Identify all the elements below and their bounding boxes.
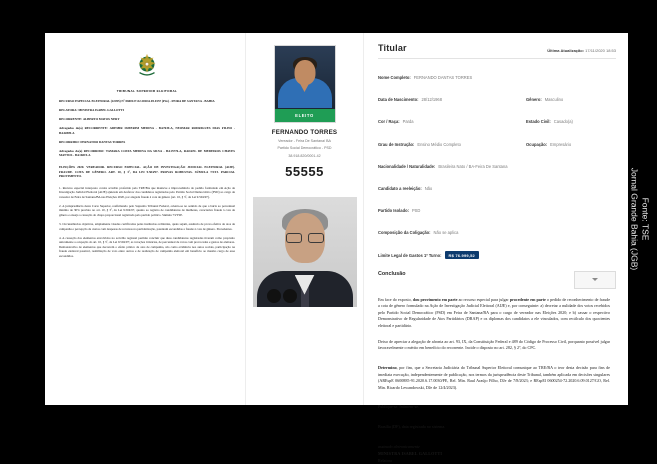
field-label: Nome Completo:	[378, 75, 411, 80]
field-value: Empresário	[550, 142, 571, 147]
document-paragraph: 1. Recurso especial interposto contra acórdão proferido pelo TRE/BA que manteve a improcedência do pedido formulado em Ação de Investigação Judicial Eleitoral (AIJE) ajuizada em desfavor dos candidatos registrados pelo Partido Social Democrático (PSD) ao cargo de vereador de Feira de Santana/BA nas Eleições 2020, por alegada fraude à cota de gênero (art. 10, § 3º, da Lei 9.504/97).	[59, 186, 235, 200]
titular-panel	[363, 33, 628, 405]
conc-p3-a: Determino	[378, 365, 397, 370]
candidate-photo	[274, 45, 336, 123]
conclusion-section-header	[378, 271, 616, 289]
microphone-icon	[283, 289, 297, 303]
collapse-toggle-button[interactable]	[574, 271, 616, 289]
field-cell	[378, 66, 526, 84]
field-row	[378, 155, 616, 173]
field-label: Estado Civil:	[526, 119, 551, 124]
field-cell	[526, 88, 616, 106]
document-paragraph: 2. A jurisprudência desta Corte Superior, reafirmando pelo Supremo Tribunal Federal, orienta-se no sentido de que a burla ao percentual mínimo de 30% previsto no art. 10, § 3º, da Lei 9.504/97, quanto ao registro de candidaturas de mulheres, caracteriza fraude à cota de gênero e enseja a cassação do chapa proporcional registrada pelo partido político. Súmula 73/TSE.	[59, 204, 235, 218]
candidate-number: 55555	[254, 164, 355, 179]
photo2-glasses	[286, 233, 324, 241]
document-rapporteur: RELATORA: MINISTRA ISABEL GALLOTTI	[59, 108, 235, 113]
field-label: Ocupação:	[526, 142, 547, 147]
field-row	[378, 88, 616, 106]
document-court-header: TRIBUNAL SUPERIOR ELEITORAL	[59, 89, 235, 93]
panel-title: Titular	[378, 43, 407, 53]
document-paragraph: 3. Circunstâncias objetivas, amplamente visadas certificadas pelas instâncias ordinárias, quais sejam, ausência de prova efetiva de atos de campanha e percepção de custos com despesas de recursos na partidarização, patentam escondidas a fraude à cota de gênero. Precedentes.	[59, 222, 235, 231]
candidate-cnpj: 38.918.820/0001-42	[254, 154, 355, 159]
field-value: FERNANDO DANTAS TORRES	[414, 75, 472, 80]
field-label: Data de Nascimento:	[378, 97, 419, 102]
field-row	[378, 66, 616, 84]
field-value: Não se aplica	[434, 230, 459, 235]
field-label: Cor / Raça:	[378, 119, 400, 124]
publish-line: Publique-se. Intimem-se.	[378, 404, 610, 411]
signature-block	[378, 444, 610, 464]
field-value: Ensino Médio Completo	[417, 142, 460, 147]
chevron-down-icon	[592, 278, 598, 281]
document-appellant-lawyers: Advogados do(a) RECORRENTE: ADEMIR ISMERIM MEDINA - BA7639-A, NEOMAR RODRIGUES DIAS FILHO - BA42809-A	[59, 126, 235, 135]
field-row	[378, 133, 616, 151]
legal-document-column	[45, 33, 245, 405]
spend-limit-badge: R$ 76.999,52	[445, 251, 479, 259]
field-cell	[378, 110, 526, 128]
last-update-label: Última Atualização:	[547, 48, 584, 53]
field-cell	[378, 244, 616, 262]
document-appellee-lawyers: Advogados do(a) RECORRIDO: TAMARA COSTA MEDINA DA SILVA - BA15776-A, RAFAEL DE MEDEIROS CHAVES MATTOS - BA16019-A	[59, 149, 235, 158]
document-ementa-heading: ELEIÇÕES 2020. VEREADOR. RECURSO ESPECIAL. AÇÃO DE INVESTIGAÇÃO JUDICIAL ELEITORAL (AIJE). FRAUDE. COTA DE GÊNERO. ART. 10, § 3º, DA LEI 9.504/97. PROVAS ROBUSTAS. SÚMULA 7/STJ. PARCIAL PROVIMENTO.	[59, 165, 235, 179]
photo-head	[294, 60, 315, 85]
field-cell	[526, 133, 616, 151]
field-value: Casado(a)	[554, 119, 573, 124]
conclusion-paragraph-1	[378, 297, 610, 330]
spend-limit-row	[378, 244, 616, 262]
glasses-right-lens	[308, 233, 324, 243]
field-value: Parda	[403, 119, 414, 124]
content-sheet	[45, 33, 628, 405]
field-label: Grau de Instrução:	[378, 142, 414, 147]
conc-p1-a: Em face do exposto,	[378, 297, 413, 302]
field-label: Partido Isolado:	[378, 208, 409, 213]
microphone-icon	[267, 289, 281, 303]
field-cell	[378, 88, 526, 106]
field-label: Composição da Coligação:	[378, 230, 431, 235]
document-appellant: RECORRENTE: ALBERTO MATOS NERY	[59, 117, 235, 122]
field-cell	[378, 199, 616, 217]
candidate-fields	[378, 66, 616, 262]
credit-outlet: Jornal Grande Bahia (JGB)	[629, 168, 640, 271]
credit-source: Fonte: TSE	[640, 168, 651, 271]
field-value: PSD	[412, 208, 420, 213]
field-cell	[378, 221, 616, 239]
field-row	[378, 110, 616, 128]
glasses-left-lens	[286, 233, 302, 243]
field-row	[378, 177, 616, 195]
brasao-republica-icon	[132, 51, 162, 81]
spend-limit-label: Limite Legal de Gastos 1º Turno:	[378, 253, 442, 258]
conc-p3-b: , por fim, que a Secretaria Judiciária do Tribunal Superior Eleitoral comunique ao TRE/BA o teor desta decisão para fins de imediata execução, independentemente de publicação, nos termos da jurisprudência deste Tribunal, também aplicada em decisões singulares (AREspE 0600885-91.2020.6.17.0030/PE, Rel. Min. Raul Araújo Filho, DJe de 7/8/2023; e REspEl 0600254-72.2020.6.09.0127/GO, Rel. Min. Ricardo Lewandowski, DJe de 12/4/2023).	[378, 365, 610, 390]
candidate-name: FERNANDO TORRES	[254, 129, 355, 136]
candidate-card	[252, 41, 357, 185]
field-label: Nacionalidade / Naturalidade:	[378, 164, 435, 169]
signature-note: assinado eletronicamente	[378, 444, 610, 451]
secondary-photo	[253, 197, 357, 307]
field-label: Candidato a reeleição:	[378, 186, 422, 191]
conclusion-paragraph-2: Deixo de apreciar a alegação de afronta ao art. 93, IX, da Constituição Federal e 489 do Código de Processo Civil, porquanto possível julgar favoravelmente o mérito em benefício do recorrente. Incide o disposto no art. 282, § 2º, do CPC.	[378, 339, 610, 352]
conc-p1-d: procedente em parte	[510, 297, 546, 302]
place-line: Brasília (DF), data registrada no sistema.	[378, 424, 610, 431]
candidate-office: Vereador - Feira De Santana/ BA	[254, 139, 355, 144]
field-cell	[378, 177, 616, 195]
last-update	[547, 48, 616, 53]
conclusion-body	[378, 297, 616, 464]
document-case-number: RECURSO ESPECIAL ELEITORAL (22495) Nº 0600127-02.2020.6.05.0157 (PJe) - FEIRA DE SANTANA - BAHIA	[59, 99, 235, 104]
field-cell	[526, 66, 616, 84]
candidate-column	[245, 33, 363, 405]
section-title: Conclusão	[378, 271, 406, 277]
signature-name: MINISTRA ISABEL GALLOTTI	[378, 451, 610, 458]
field-cell	[378, 155, 616, 173]
document-paragraph: 4. A cassação dos elementos envolvidos no acórdão regional permite concluir que duas candidaturas registradas tiveram como propósito unicamente a ocupação do art. 10, § 3º, da Lei 9.504/97; as votações irrisórias, de percentual de votos com provocadas e gastos de eleitores. Demonstrativo de elementos que decorrem o efeito prático de atos de campanha, são como evidência nos autos sociais, participação na fraude eleitoral passível, reabilitação de voto entre outros e de realização de campanha eleitoral em benefício ao mesmo cargo de esse escondidos.	[59, 236, 235, 259]
field-value: Masculino	[545, 97, 563, 102]
field-row	[378, 221, 616, 239]
field-cell	[378, 133, 526, 151]
field-value: Brasileira Nato / BA-Feira De Santana	[438, 164, 507, 169]
status-badge	[275, 109, 335, 122]
field-value: 28/12/1968	[422, 97, 443, 102]
conc-p1-b: dou provimento em parte	[413, 297, 458, 302]
source-credit-text	[629, 168, 650, 271]
last-update-value: 17/11/2020 18:53	[585, 48, 616, 53]
source-credit	[627, 124, 653, 314]
field-cell	[526, 110, 616, 128]
signature-role: Relatora	[378, 458, 610, 464]
conclusion-paragraph-3	[378, 365, 610, 392]
document-appellee: RECORRIDO: FERNANDO DANTAS TORRES	[59, 140, 235, 145]
candidate-party: Partido Social Democrático - PSD	[254, 146, 355, 151]
field-row	[378, 199, 616, 217]
field-value: Não	[425, 186, 433, 191]
status-badge-label: ELEITO	[295, 113, 314, 118]
panel-header	[378, 43, 616, 59]
conc-p1-c: ao recurso especial para julgar	[457, 297, 509, 302]
conc-p1-e: o pedido de reconhecimento de fraude a cota de gênero formulado na Ação de Investigação Judicial Eleitoral (AIJE) e, por conseguinte: a) decretar a nulidade dos votos recebidos pelo Partido Social Democrático (PSD) em Feira de Santana/BA para o cargo de vereador nas Eleições 2020; e b) cassar o respectivo Demonstrativo de Regularidade de Atos Partidários (DRAP) e os diplomas dos candidatos a ele vinculados, com recálculo dos quocientes eleitoral e partidário.	[378, 297, 610, 329]
field-label: Gênero:	[526, 97, 542, 102]
